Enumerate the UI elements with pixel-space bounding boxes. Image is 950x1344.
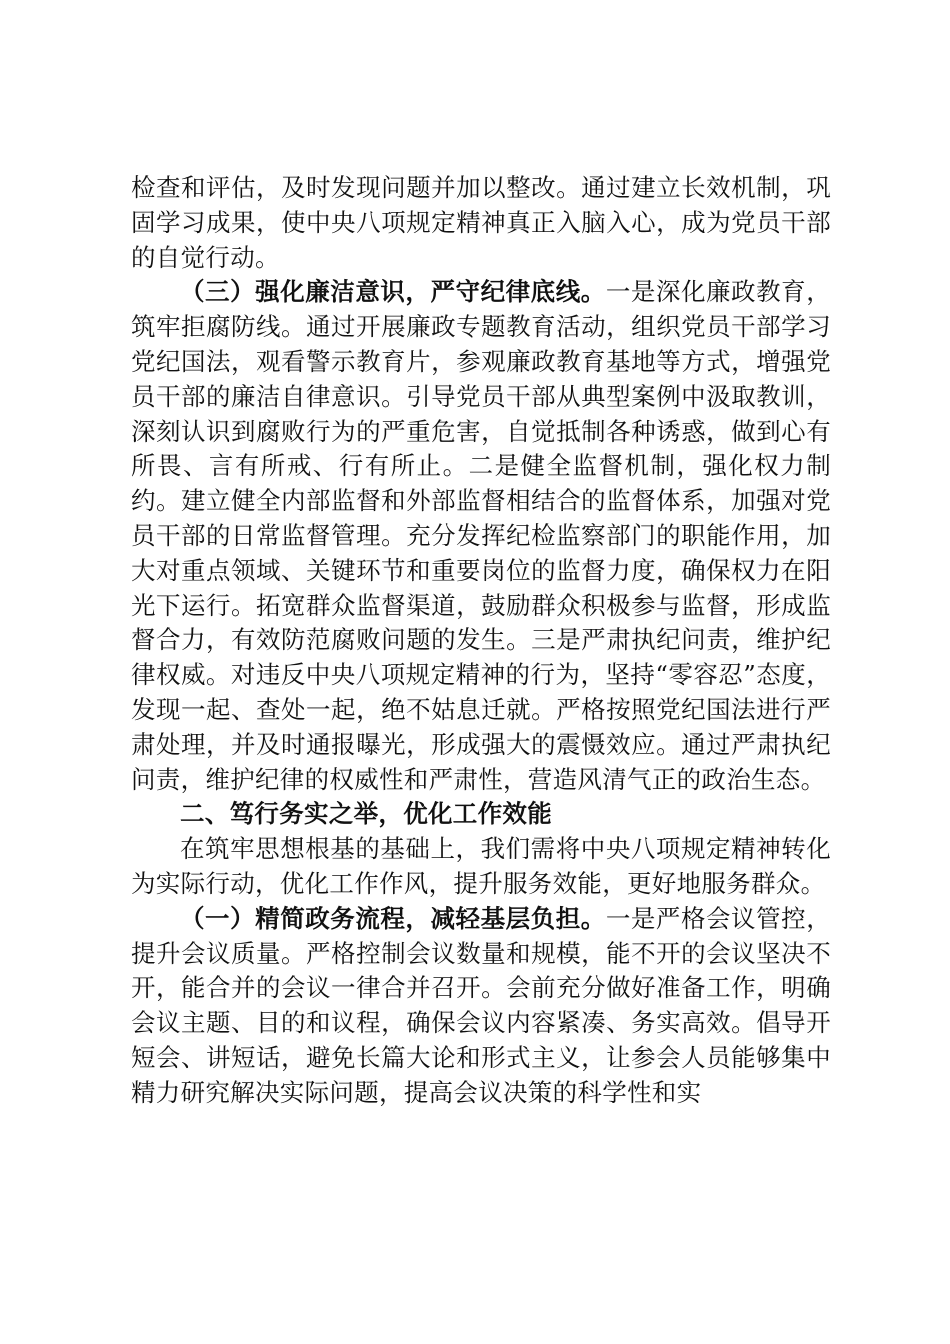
section-body-2-1: 一是严格会议管控，提升会议质量。严格控制会议数量和规模，能不开的会议坚决不开，能合并的会议一律合并召开。会前充分做好准备工作，明确会议主题、目的和议程，确保会议内容紧凑、务实高效。倡导开短会、讲短话，避免长篇大论和形式主义，让参会人员能够集中精力研究解决实际问题，提高会议决策的科学性和实 xyxy=(131,903,831,1107)
paragraph-intro-2: 在筑牢思想根基的基础上，我们需将中央八项规定精神转化为实际行动，优化工作作风，提升服务效能，更好地服务群众。 xyxy=(131,834,831,898)
section-lead-2-1: （一）精简政务流程，减轻基层负担。 xyxy=(180,903,606,933)
section-lead-3: （三）强化廉洁意识，严守纪律底线。 xyxy=(180,277,606,307)
paragraph-streamline-process xyxy=(131,902,831,1111)
document-body xyxy=(131,171,831,1111)
section-heading-2: 二、笃行务实之举，优化工作效能 xyxy=(180,799,552,829)
section-body-3: 一是深化廉政教育，筑牢拒腐防线。通过开展廉政专题教育活动，组织党员干部学习党纪国法，观看警示教育片，参观廉政教育基地等方式，增强党员干部的廉洁自律意识。引导党员干部从典型案例中汲取教训，深刻认识到腐败行为的严重危害，自觉抵制各种诱惑，做到心有所畏、言有所戒、行有所止。二是健全监督机制，强化权力制约。建立健全内部监督和外部监督相结合的监督体系，加强对党员干部的日常监督管理。充分发挥纪检监察部门的职能作用，加大对重点领域、关键环节和重要岗位的监督力度，确保权力在阳光下运行。拓宽群众监督渠道，鼓励群众积极参与监督，形成监督合力，有效防范腐败问题的发生。三是严肃执纪问责，维护纪律权威。对违反中央八项规定精神的行为，坚持“零容忍”态度，发现一起、查处一起，绝不姑息迁就。严格按照党纪国法进行严肃处理，并及时通报曝光，形成强大的震慑效应。通过严肃执纪问责，维护纪律的权威性和严肃性，营造风清气正的政治生态。 xyxy=(131,277,831,794)
paragraph-integrity-awareness xyxy=(131,275,831,797)
paragraph-continuation: 检查和评估，及时发现问题并加以整改。通过建立长效机制，巩固学习成果，使中央八项规定精神真正入脑入心，成为党员干部的自觉行动。 xyxy=(131,173,831,272)
